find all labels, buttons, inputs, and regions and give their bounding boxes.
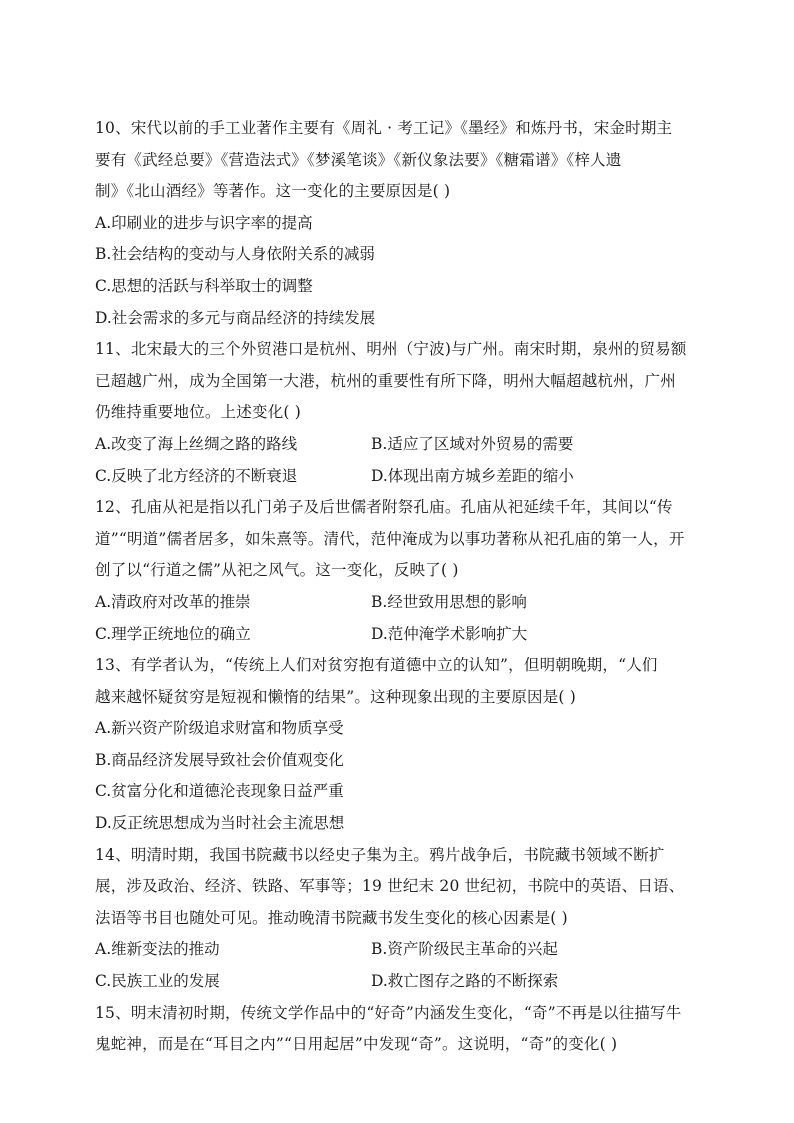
question-14-stem-line: 14、明清时期，我国书院藏书以经史子集为主。鸦片战争后，书院藏书领域不断扩 (95, 845, 665, 864)
question-10-option-b: B.社会结构的变动与人身依附关系的减弱 (95, 245, 375, 264)
question-12 (95, 492, 695, 650)
question-12-stem-line: 道”“明道”儒者居多，如朱熹等。清代，范仲淹成为以事功著称从祀孔庙的第一人，开 (95, 529, 685, 548)
question-11-stem-line: 仍维持重要地位。上述变化( ) (95, 403, 302, 422)
question-11 (95, 334, 695, 492)
question-14-option-c: C.民族工业的发展 (95, 972, 220, 991)
question-11-stem-line: 11、北宋最大的三个外贸港口是杭州、明州（宁波)与广州。南宋时期，泉州的贸易额 (95, 340, 687, 359)
question-12-options-row (95, 619, 695, 651)
question-11-option-a: A.改变了海上丝绸之路的路线 (95, 434, 298, 453)
question-10-stem-line: 要有《武经总要》《营造法式》《梦溪笔谈》《新仪象法要》《糖霜谱》《梓人遗 (95, 150, 622, 169)
question-14 (95, 840, 695, 998)
question-15-stem-line: 鬼蛇神，而是在“耳目之内”“日用起居”中发现“奇”。这说明，“奇”的变化( ) (95, 1035, 618, 1054)
question-11-option-b: B.适应了区域对外贸易的需要 (371, 434, 574, 453)
question-10 (95, 113, 695, 334)
question-list (95, 113, 695, 1061)
question-12-option-d: D.范仲淹学术影响扩大 (371, 624, 528, 643)
question-15 (95, 998, 695, 1061)
question-13-option-d: D.反正统思想成为当时社会主流思想 (95, 814, 345, 833)
question-14-stem-line: 展，涉及政治、经济、铁路、军事等；19 世纪末 20 世纪初，书院中的英语、日语、 (95, 877, 685, 896)
question-12-option-c: C.理学正统地位的确立 (95, 624, 251, 643)
question-10-option-a: A.印刷业的进步与识字率的提高 (95, 213, 313, 232)
question-14-options-row (95, 934, 695, 966)
question-13 (95, 650, 695, 840)
question-14-stem-line: 法语等书目也随处可见。推动晚清书院藏书发生变化的核心因素是( ) (95, 908, 568, 927)
question-14-option-d: D.救亡图存之路的不断探索 (371, 972, 559, 991)
question-14-option-b: B.资产阶级民主革命的兴起 (371, 940, 558, 959)
question-13-option-a: A.新兴资产阶级追求财富和物质享受 (95, 719, 344, 738)
question-11-options-row (95, 429, 695, 461)
question-10-stem-line: 制》《北山酒经》等著作。这一变化的主要原因是( ) (95, 182, 451, 201)
question-11-option-d: D.体现出南方城乡差距的缩小 (371, 466, 574, 485)
question-12-option-b: B.经世致用思想的影响 (371, 592, 527, 611)
question-14-options-row (95, 966, 695, 998)
question-10-option-d: D.社会需求的多元与商品经济的持续发展 (95, 308, 376, 327)
question-11-stem-line: 已超越广州，成为全国第一大港，杭州的重要性有所下降，明州大幅超越杭州，广州 (95, 371, 676, 390)
question-12-stem-line: 创了以“行道之儒”从祀之风气。这一变化，反映了( ) (95, 561, 459, 580)
question-12-option-a: A.清政府对改革的推崇 (95, 592, 251, 611)
question-13-stem-line: 越来越怀疑贫穷是短视和懒惰的结果”。这种现象出现的主要原因是( ) (95, 687, 577, 706)
question-13-option-c: C.贫富分化和道德沦丧现象日益严重 (95, 782, 344, 801)
question-13-stem-line: 13、有学者认为，“传统上人们对贫穷抱有道德中立的认知”，但明朝晚期，“人们 (95, 656, 658, 675)
question-11-option-c: C.反映了北方经济的不断衰退 (95, 466, 298, 485)
question-12-stem-line: 12、孔庙从祀是指以孔门弟子及后世儒者附祭孔庙。孔庙从祀延续千年，其间以“传 (95, 498, 673, 517)
question-10-stem-line: 10、宋代以前的手工业著作主要有《周礼 · 考工记》《墨经》和炼丹书，宋金时期主 (95, 119, 673, 137)
question-15-stem-line: 15、明末清初时期，传统文学作品中的“好奇”内涵发生变化，“奇”不再是以往描写牛 (95, 1003, 682, 1022)
question-11-options-row (95, 461, 695, 493)
question-13-option-b: B.商品经济发展导致社会价值观变化 (95, 750, 344, 769)
question-12-options-row (95, 587, 695, 619)
question-10-option-c: C.思想的活跃与科举取士的调整 (95, 276, 313, 295)
question-14-option-a: A.维新变法的推动 (95, 940, 220, 959)
